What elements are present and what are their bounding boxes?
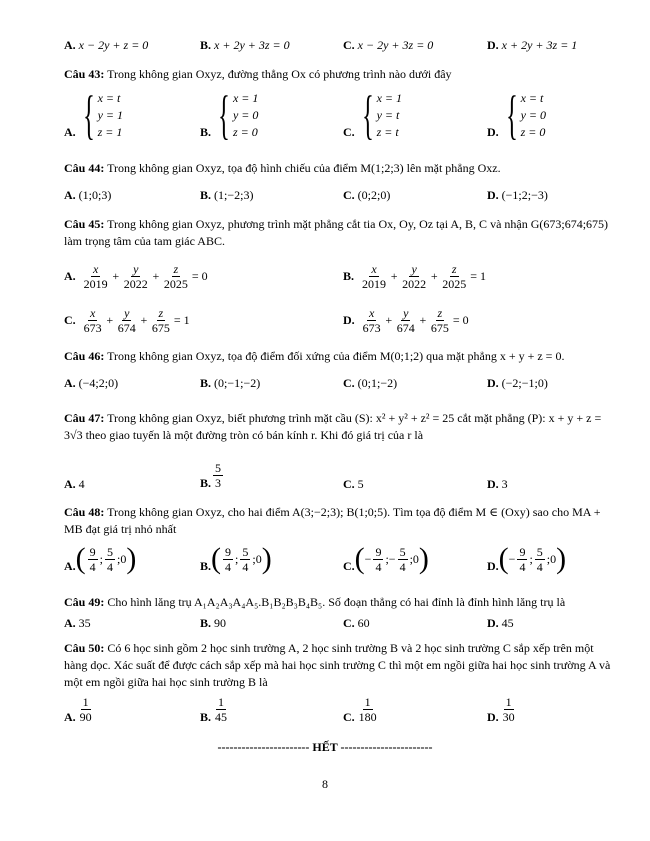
question-49: Câu 49: Cho hình lăng trụ A₁A₂A₃A₄A₅.B₁B₂B₃B₄B₅. Số đoạn thẳng có hai đỉnh là đỉnh hình lăng trụ là [64, 595, 566, 609]
fraction: $\frac{5}{3}$ [215, 461, 222, 490]
q50-option-d[interactable]: D. $\frac{1}{30}$ [487, 695, 515, 724]
q43-option-d[interactable]: D. { x = t y = 0 z = 0 [487, 85, 547, 145]
q43-option-c[interactable]: C. { x = 1 y = t z = t [343, 85, 403, 145]
fraction: $\frac{y}{2022}$ [402, 262, 427, 291]
q49-option-b[interactable]: B. 90 [200, 616, 227, 630]
fraction: $\frac{1}{45}$ [215, 695, 228, 724]
question-43: Câu 43: Trong không gian Oxyz, đường thẳng Ox có phương trình nào dưới đây [64, 67, 452, 81]
brace-icon: { [218, 85, 230, 145]
fraction: $\frac{1}{90}$ [79, 695, 92, 724]
q45-option-d[interactable]: D. $\frac{x}{673}$ + $\frac{y}{674}$ + $\frac{z}{675}$ = 0 [343, 306, 469, 335]
q48-option-d[interactable]: D. ( − $\frac{9}{4}$ ; $\frac{5}{4}$ ;0 ) [487, 542, 567, 575]
q48-option-c[interactable]: C. ( − $\frac{9}{4}$ ; − $\frac{5}{4}$ ;0 ) [343, 542, 429, 575]
q47-option-b[interactable]: B. $\frac{5}{3}$ [200, 461, 222, 490]
fraction: $\frac{1}{180}$ [358, 695, 377, 724]
fraction: $\frac{z}{2025}$ [163, 262, 188, 291]
q45-option-c[interactable]: C. $\frac{x}{673}$ + $\frac{y}{674}$ + $\frac{z}{675}$ = 1 [64, 306, 190, 335]
q45-option-b[interactable]: B. $\frac{x}{2019}$ + $\frac{y}{2022}$ + $\frac{z}{2025}$ = 1 [343, 262, 487, 291]
q42-option-c[interactable]: C. x − 2y + 3z = 0 [343, 38, 434, 52]
q47-option-d[interactable]: D. 3 [487, 477, 508, 491]
q47-option-a[interactable]: A. 4 [64, 477, 85, 491]
q44-option-a[interactable]: A. (1;0;3) [64, 188, 112, 202]
brace-icon: { [361, 85, 374, 145]
question-46: Câu 46: Trong không gian Oxyz, tọa độ điểm đối xứng của điểm M(0;1;2) qua mặt phẳng x + y + z = 0. [64, 349, 565, 363]
fraction: $\frac{9}{4}$ [519, 544, 526, 574]
q49-option-c[interactable]: C. 60 [343, 616, 370, 630]
question-47: Câu 47: Trong không gian Oxyz, biết phương trình mặt cầu (S): x² + y² + z² = 25 cắt mặt phẳng (P): x + y + z = 3√3 theo giao tuyến là một đường tròn có bán kính r. Khi đó giá trị của r là [64, 411, 602, 442]
page-number: 8 [322, 777, 328, 791]
q46-option-a[interactable]: A. (−4;2;0) [64, 376, 119, 390]
q46-option-b[interactable]: B. (0;−1;−2) [200, 376, 261, 390]
q48-option-a[interactable]: A. ( $\frac{9}{4}$ ; $\frac{5}{4}$ ;0 ) [64, 542, 137, 575]
q44-option-c[interactable]: C. (0;2;0) [343, 188, 391, 202]
q49-option-d[interactable]: D. 45 [487, 616, 514, 630]
fraction: $\frac{9}{4}$ [89, 544, 96, 574]
q42-option-a[interactable]: A. x − 2y + z = 0 [64, 38, 149, 52]
q43-option-a[interactable]: A. { x = t y = 1 z = 1 [64, 85, 124, 145]
q46-option-c[interactable]: C. (0;1;−2) [343, 376, 398, 390]
q44-option-b[interactable]: B. (1;−2;3) [200, 188, 254, 202]
question-44: Câu 44: Trong không gian Oxyz, tọa độ hình chiếu của điểm M(1;2;3) lên mặt phẳng Oxz. [64, 161, 501, 175]
question-48: Câu 48: Trong không gian Oxyz, cho hai điểm A(3;−2;3); B(1;0;5). Tìm tọa độ điểm M ∈ (Oxy) sao cho MA + MB đạt giá trị nhỏ nhất [64, 505, 601, 536]
fraction: $\frac{5}{4}$ [399, 544, 406, 574]
q48-option-b[interactable]: B. ( $\frac{9}{4}$ ; $\frac{5}{4}$ ;0 ) [200, 542, 272, 575]
q50-option-a[interactable]: A. $\frac{1}{90}$ [64, 695, 92, 724]
fraction: $\frac{z}{2025}$ [442, 262, 467, 291]
fraction: $\frac{1}{30}$ [502, 695, 515, 724]
q50-option-b[interactable]: B. $\frac{1}{45}$ [200, 695, 228, 724]
brace-icon: { [505, 85, 518, 145]
fraction: $\frac{5}{4}$ [242, 544, 249, 574]
fraction: $\frac{y}{2022}$ [123, 262, 148, 291]
fraction: $\frac{x}{673}$ [83, 306, 102, 335]
fraction: $\frac{x}{2019}$ [83, 262, 108, 291]
fraction: $\frac{x}{2019}$ [362, 262, 387, 291]
q49-option-a[interactable]: A. 35 [64, 616, 91, 630]
end-marker: ----------------------- HẾT ----------------------- [217, 740, 433, 754]
q50-option-c[interactable]: C. $\frac{1}{180}$ [343, 695, 377, 724]
fraction: $\frac{9}{4}$ [375, 544, 382, 574]
fraction: $\frac{y}{674}$ [396, 306, 415, 335]
fraction: $\frac{5}{4}$ [536, 544, 543, 574]
q46-option-d[interactable]: D. (−2;−1;0) [487, 376, 548, 390]
q42-option-b[interactable]: B. x + 2y + 3z = 0 [200, 38, 290, 52]
question-45: Câu 45: Trong không gian Oxyz, phương trình mặt phẳng cắt tia Ox, Oy, Oz tại A, B, C và nhận G(673;674;675) làm trọng tâm của tam giác ABC. [64, 217, 609, 248]
q42-option-d[interactable]: D. x + 2y + 3z = 1 [487, 38, 578, 52]
q45-option-a[interactable]: A. $\frac{x}{2019}$ + $\frac{y}{2022}$ + $\frac{z}{2025}$ = 0 [64, 262, 208, 291]
fraction: $\frac{z}{675}$ [430, 306, 449, 335]
fraction: $\frac{x}{673}$ [362, 306, 381, 335]
question-50: Câu 50: Có 6 học sinh gồm 2 học sinh trường A, 2 học sinh trường B và 2 học sinh trường C sắp xếp trên một hàng dọc. Xác suất để được cách sắp xếp mà hai học sinh trường C thì một em ngồi giữa hai học sinh trường A và một em ngồi giữa hai học sinh trường B là [64, 641, 611, 689]
fraction: $\frac{9}{4}$ [225, 544, 232, 574]
fraction: $\frac{z}{675}$ [151, 306, 170, 335]
fraction: $\frac{5}{4}$ [107, 544, 114, 574]
q43-option-b[interactable]: B. { x = 1 y = 0 z = 0 [200, 85, 259, 145]
fraction: $\frac{y}{674}$ [117, 306, 136, 335]
brace-icon: { [82, 85, 95, 145]
q44-option-d[interactable]: D. (−1;2;−3) [487, 188, 548, 202]
q47-option-c[interactable]: C. 5 [343, 477, 364, 491]
